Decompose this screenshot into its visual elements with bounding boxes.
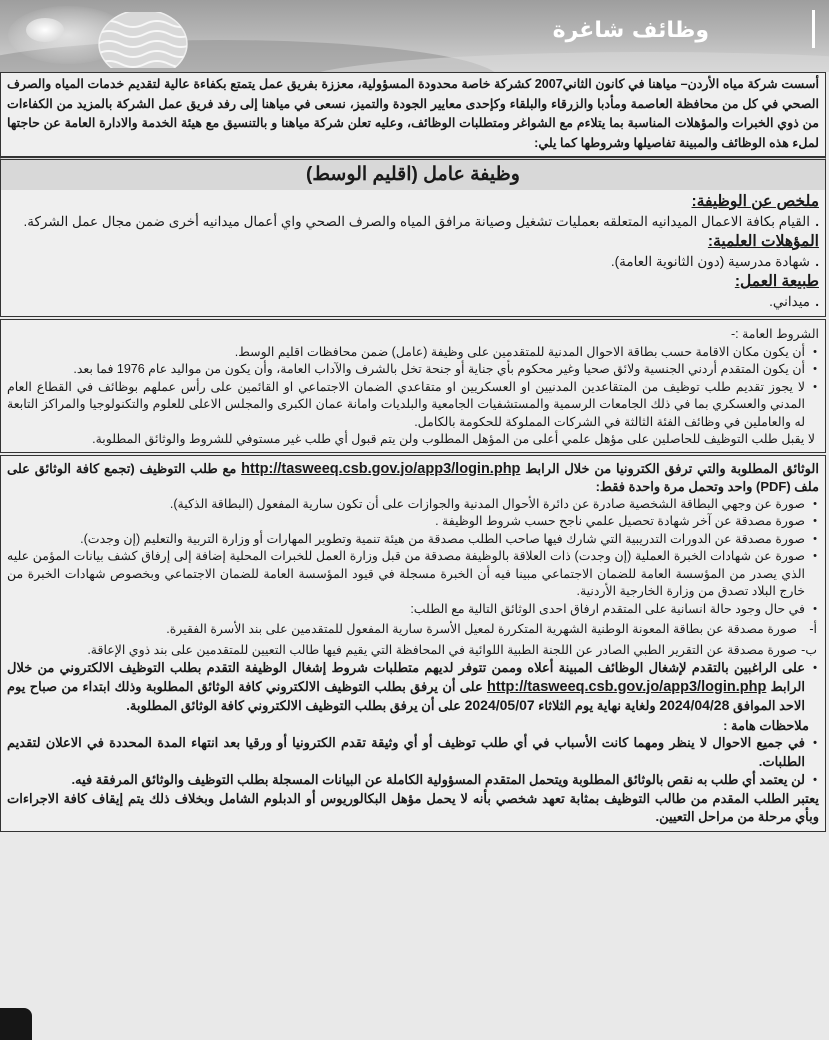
qualifications-text: شهادة مدرسية (دون الثانوية العامة). bbox=[610, 254, 810, 269]
intro-paragraph: أسست شركة مياه الأردن– مياهنا في كانون الثاني2007 كشركة خاصة محدودة المسؤولية، معززة بفريق عمل يتمتع بكفاءة عالية لتقديم خدمات المياه والصرف الصحي في كل من محافظة العاصمة ومأدبا والزرقاء والبلقاء وكإحدى معايير الجودة والتميز، نسعى في مياهنا إلى رفد فريق عمل الشركة بالمزيد من الكفاءات من ذوي الخبرات والمؤهلات المناسبة بما يتلاءم مع الشواغر ومتطلبات الوظائف، وعليه تعلن شركة مياهنا و بالتنسيق مع هيئة الخدمة والادارة العامة عن حاجتها لملء هذه الوظائف والمبينة تفاصيلها وشروطها كما يلي: bbox=[7, 77, 819, 150]
general-terms-heading: الشروط العامة :- bbox=[730, 327, 819, 341]
nature-heading: طبيعة العمل: bbox=[734, 273, 819, 290]
lettered-item-text: صورة مصدقة عن بطاقة المعونة الوطنية الشهرية المتكررة لمعيل الأسرة سارية المفعول للمتقدمين على بند الأسرة الفقيرة. bbox=[166, 622, 797, 636]
water-waves-globe-icon bbox=[97, 12, 189, 68]
sun-icon bbox=[26, 18, 64, 42]
bullet-icon: . bbox=[815, 214, 819, 229]
apply-text: ولغاية نهاية يوم الثلاثاء bbox=[538, 698, 656, 713]
notes-heading: ملاحظات هامة : bbox=[723, 717, 809, 733]
general-term-item: • لا يجوز تقديم طلب توظيف من المتقاعدين المدنيين او العسكريين او متقاعدي الضمان الاجتماعي او القائمين على رأس عملهم بوظائف في القطاع العام المدني والعسكري بما في ذلك الجامعات الرسمية والمستشفيات الجامعية والبلديات وامانة عمان الكبرى والمجلس الاعلى للعلوم والتكنولوجيا والمراكز التابعة له والعاملين في وظائف الفئة الثالثة في الشركات المملوكة للحكومة بالكامل. bbox=[7, 379, 819, 432]
note-item: • لن يعتمد أي طلب به نقص بالوثائق المطلوبة ويتحمل المتقدم المسؤولية الكاملة عن البيانات المسجلة بطلب التوظيف والوثائق المرفقة فيه. bbox=[7, 771, 819, 790]
summary-heading: ملخص عن الوظيفة: bbox=[691, 193, 819, 210]
document-item: • صورة عن وجهي البطاقة الشخصية صادرة عن دائرة الأحوال المدنية والجوازات على أن تكون سارية المفعول (البطاقة الذكية). bbox=[7, 496, 819, 514]
lettered-item bbox=[7, 621, 819, 639]
apply-instructions bbox=[7, 659, 819, 716]
document-item: • في حال وجود حالة انسانية على المتقدم ارفاق احدى الوثائق التالية مع الطلب: bbox=[7, 601, 819, 619]
job-title: وظيفة عامل (اقليم الوسط) bbox=[0, 157, 826, 190]
documents-intro bbox=[7, 460, 819, 496]
banner-title: وظائف شاغرة bbox=[552, 18, 709, 43]
summary-text: القيام بكافة الاعمال الميدانيه المتعلقه بعمليات تشغيل وصيانة مرافق المياه والصرف الصحي واي أعمال ميدانيه أخرى ضمن مجال عمل الشركة. bbox=[23, 214, 810, 229]
application-link[interactable]: http://tasweeq.csb.gov.jo/app3/login.php bbox=[487, 678, 767, 695]
job-advertisement bbox=[0, 72, 826, 832]
apply-text: على أن يرفق بطلب التوظيف الالكتروني كافة الوثائق المطلوبة. bbox=[126, 698, 461, 713]
item-letter: أ- bbox=[809, 622, 817, 636]
general-terms-footer: لا يقبل طلب التوظيف للحاصلين على مؤهل علمي أعلى من المؤهل المطلوب ولن يتم قبول أي طلب غير مستوفي للشروط والوثائق المطلوبة. bbox=[92, 432, 815, 446]
item-letter: ب- bbox=[801, 642, 817, 657]
document-item: • صورة مصدقة عن الدورات التدريبية التي شارك فيها صاحب الطلب مصدقة من هيئة تنمية وتطوير المهارات أو وزارة التربية والتعليم (إن وجدت). bbox=[7, 531, 819, 549]
apply-text: على أن يرفق بطلب التوظيف الالكتروني كافة الوثائق المطلوبة وذلك ابتداء من صباح يوم الاحد الموافق bbox=[7, 678, 805, 713]
lettered-item bbox=[7, 642, 819, 660]
documents-intro-text: مع طلب التوظيف (تجمع كافة الوثائق على ملف (PDF) واحد وتحمل مرة واحدة فقط: bbox=[7, 460, 819, 494]
banner-divider bbox=[812, 10, 815, 48]
apply-text: على الراغبين بالتقدم لإشغال الوظائف المبينة أعلاه وممن تتوفر لديهم متطلبات شروط إشغال الوظيفة التقدم بطلب التوظيف الالكتروني من خلال الرابط bbox=[7, 660, 805, 694]
documents-section bbox=[0, 455, 826, 832]
note-item: • في جميع الاحوال لا ينظر ومهما كانت الأسباب في أي طلب توظيف أو أي وثيقة تقدم الكترونيا أو ورقيا بعد انتهاء المدة المحددة في الاعلان لتقديم الطلبات. bbox=[7, 734, 819, 771]
qualifications-item bbox=[7, 252, 819, 272]
corner-overlay bbox=[0, 1008, 32, 1040]
application-link[interactable]: http://tasweeq.csb.gov.jo/app3/login.php bbox=[241, 460, 521, 477]
final-note: يعتبر الطلب المقدم من طالب التوظيف بمثابة تعهد شخصي بأنه لا يحمل مؤهل البكالوريوس أو الدبلوم الشامل وبخلاف ذلك يتم إيقاف كافة الاجراءات وبأي مرحلة من مراحل التعيين. bbox=[7, 790, 819, 824]
end-date: 2024/05/07 bbox=[464, 697, 535, 713]
document-item: • صورة مصدقة عن آخر شهادة تحصيل علمي ناجح حسب شروط الوظيفة . bbox=[7, 513, 819, 531]
nature-item bbox=[7, 292, 819, 312]
header-banner bbox=[0, 0, 829, 72]
general-term-item: • أن يكون مكان الاقامة حسب بطاقة الاحوال المدنية للمتقدمين على وظيفة (عامل) ضمن محافظات اقليم الوسط. bbox=[7, 344, 819, 362]
start-date: 2024/04/28 bbox=[659, 697, 730, 713]
intro-section bbox=[0, 72, 826, 157]
job-details-section bbox=[0, 190, 826, 317]
qualifications-heading: المؤهلات العلمية: bbox=[707, 233, 819, 250]
documents-intro-text: الوثائق المطلوبة والتي ترفق الكترونيا من خلال الرابط bbox=[525, 460, 819, 476]
document-item: • صورة عن شهادات الخبرة العملية (إن وجدت) ذات العلاقة بالوظيفة مصدقة من قبل وزارة العمل للخبرات المحلية إضافة إلى إرفاق كشف بيانات المؤمن عليه الذي يصدر من المؤسسة العامة للضمان الاجتماعي مبينا فيه أن الخبرة مسجلة في قيود المؤسسة العامة للضمان الاجتماعي وبخصوص شهادات الخبرة من خارج البلاد تصدق من وزارة الخارجية الأردنية. bbox=[7, 548, 819, 601]
nature-text: ميداني. bbox=[769, 294, 810, 309]
general-terms-section bbox=[0, 319, 826, 453]
summary-item bbox=[7, 212, 819, 232]
bullet-icon: . bbox=[815, 254, 819, 269]
lettered-item-text: صورة مصدقة عن التقرير الطبي الصادر عن اللجنة الطبية اللوائية في المحافظة التي يقيم فيها طالب التعيين للمتقدمين على بند ذوي الإعاقة. bbox=[87, 642, 797, 657]
general-term-item: • أن يكون المتقدم أردني الجنسية ولائق صحيا وغير محكوم بأي جناية أو جنحة تخل بالشرف والآداب العامة، وأن يكون من مواليد عام 1976 فما بعد. bbox=[7, 361, 819, 379]
bullet-icon: . bbox=[815, 294, 819, 309]
